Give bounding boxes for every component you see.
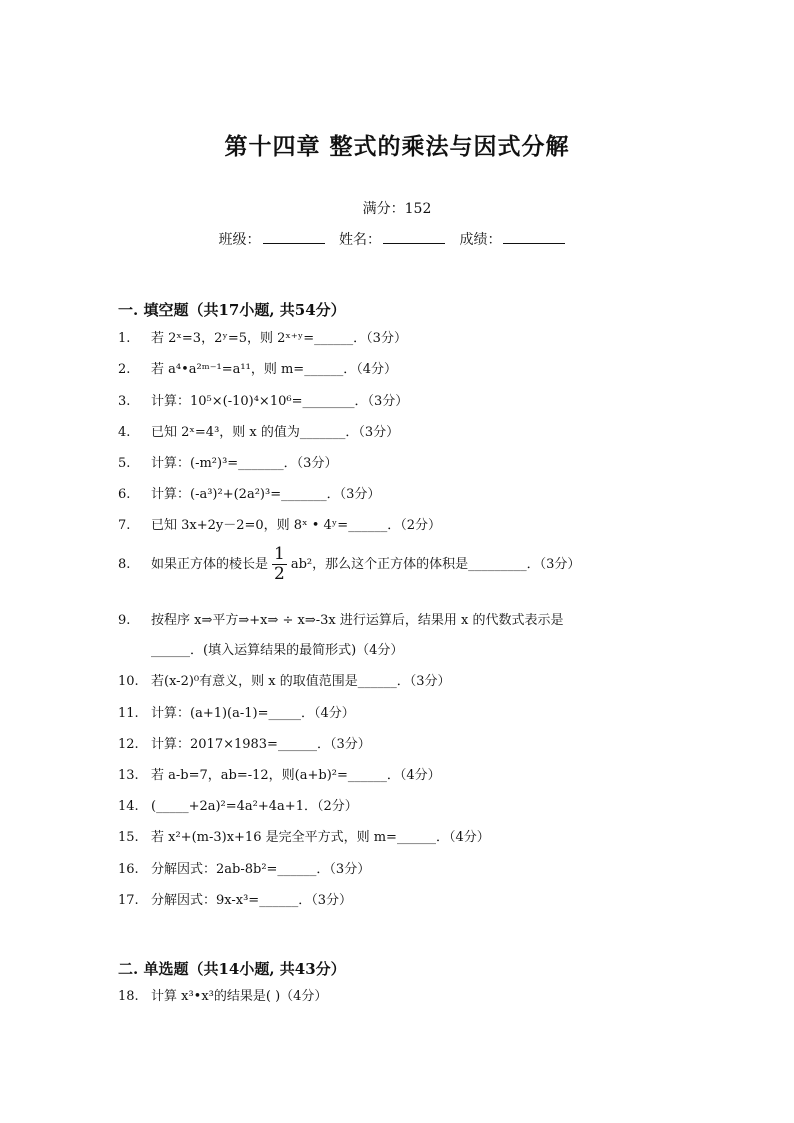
question-number: 6. (118, 487, 131, 502)
question-item (118, 985, 327, 1004)
question-item (118, 452, 337, 471)
name-blank[interactable] (383, 230, 445, 244)
question-text: 按程序 x⇒平方⇒+x⇒ ÷ x⇒-3x 进行运算后，结果用 x 的代数式表示是 (151, 613, 564, 628)
question-number: 16. (118, 862, 139, 877)
question-text-tail: ab²，那么这个正方体的体积是_________．（3分） (290, 557, 581, 572)
question-number: 15. (118, 830, 139, 845)
question-text: 计算：(a+1)(a-1)=_____．（4分） (151, 706, 355, 721)
question-number: 4. (118, 425, 131, 440)
question-text: 如果正方体的棱长是 (151, 557, 269, 572)
question-item (118, 702, 355, 721)
name-label: 姓名： (339, 232, 381, 248)
question-text: 计算 x³•x³的结果是( )（4分） (151, 989, 328, 1004)
question-text: 已知 2ˣ=4³，则 x 的值为_______．（3分） (151, 425, 400, 440)
question-item (118, 733, 371, 752)
question-text: 计算：10⁵×(-10)⁴×10⁶=________．（3分） (151, 394, 409, 409)
question-text: 分解因式：2ab-8b²=______．（3分） (151, 862, 371, 877)
question-text: 已知 3x+2y－2=0，则 8ˣ • 4ʸ=______．（2分） (151, 518, 441, 533)
question-number: 17. (118, 893, 139, 908)
question-number: 7. (118, 518, 131, 533)
question-number: 3. (118, 394, 131, 409)
question-continuation: ______．(填入运算结果的最简形式)（4分） (151, 643, 404, 658)
question-item (118, 483, 380, 502)
question-text: 若 2ˣ=3，2ʸ=5，则 2ˣ⁺ʸ=______．（3分） (151, 331, 407, 346)
question-text: 计算：(-m²)³=_______．（3分） (151, 456, 338, 471)
section-heading-single-choice: 二. 单选题（共14小题, 共43分） (118, 960, 346, 978)
question-item (118, 858, 370, 877)
question-number: 8. (118, 557, 131, 572)
question-item (118, 545, 580, 584)
question-text: 分解因式：9x-x³=______．（3分） (151, 893, 352, 908)
question-number: 5. (118, 456, 131, 471)
question-item (118, 390, 408, 409)
question-number: 1. (118, 331, 131, 346)
question-number: 9. (118, 613, 131, 628)
question-text: 计算：(-a³)²+(2a²)³=_______．（3分） (151, 487, 381, 502)
question-item (118, 514, 441, 533)
question-number: 18. (118, 989, 139, 1004)
fraction-numerator: 1 (274, 544, 285, 564)
fraction-denominator: 2 (274, 564, 285, 584)
class-label: 班级： (218, 232, 261, 248)
question-number: 12. (118, 737, 139, 752)
question-text: 若 x²+(m-3)x+16 是完全平方式，则 m=______．（4分） (151, 830, 490, 845)
question-number: 2. (118, 362, 131, 377)
page-title: 第十四章 整式的乘法与因式分解 (224, 133, 570, 160)
question-number: 10. (118, 674, 139, 689)
question-item (118, 609, 563, 628)
question-item (118, 358, 397, 377)
question-text: 若 a⁴•a²ᵐ⁻¹=a¹¹，则 m=______．（4分） (151, 362, 397, 377)
question-text: 若 a-b=7，ab=-12，则(a+b)²=______．（4分） (151, 768, 441, 783)
question-item (118, 889, 352, 908)
class-blank[interactable] (263, 230, 325, 244)
question-number: 14. (118, 799, 139, 814)
question-number: 11. (118, 706, 139, 721)
full-score: 满分：152 (362, 201, 432, 217)
question-text: 计算：2017×1983=______．（3分） (151, 737, 371, 752)
grade-label: 成绩： (459, 232, 502, 248)
grade-blank[interactable] (503, 230, 565, 244)
student-info-line (0, 229, 794, 249)
fraction-one-half (272, 545, 287, 584)
question-item (118, 826, 490, 845)
question-item (118, 421, 399, 440)
section-heading-fill-in: 一. 填空题（共17小题, 共54分） (118, 301, 346, 319)
question-text: 若(x-2)⁰有意义，则 x 的取值范围是______．（3分） (151, 674, 451, 689)
question-item (118, 327, 407, 346)
question-number: 13. (118, 768, 139, 783)
question-item (118, 670, 451, 689)
question-item (118, 795, 358, 814)
question-item (118, 764, 441, 783)
question-text: (_____+2a)²=4a²+4a+1．（2分） (151, 799, 358, 814)
